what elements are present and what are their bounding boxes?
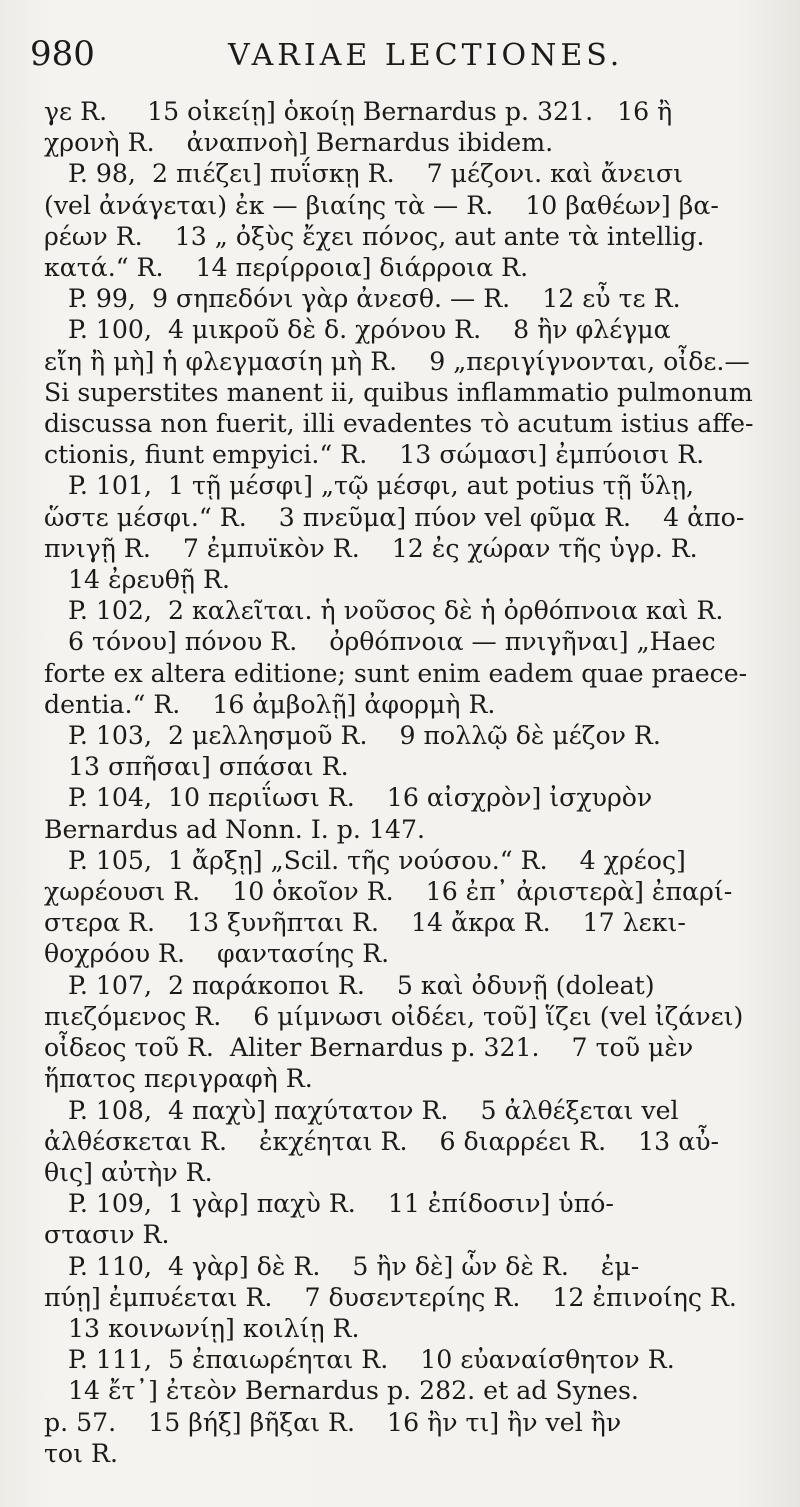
text-line: ctionis, fiunt empyici.“ R. 13 σώμασι] ἐμπύοισι R. [44, 440, 705, 470]
text-line: P. 99, 9 σηπεδόνι γὰρ ἀνεσθ. — R. 12 εὖ τε R. [44, 284, 681, 314]
text-line: χωρέουσι R. 10 ὁκοῖον R. 16 ἐπ᾽ ἀριστερὰ] ἐπαρί- [44, 877, 733, 907]
text-line: ἥπατος περιγραφὴ R. [44, 1064, 313, 1094]
text-line: ρέων R. 13 „ ὀξὺς ἔχει πόνος, aut ante τὰ intellig. [44, 221, 705, 251]
text-line: discussa non fuerit, illi evadentes τὸ acutum istius affe- [44, 409, 754, 439]
text-line: πιεζόμενος R. 6 μίμνωσι οἰδέει, τοῦ] ἵζει (vel ἰζάνει) [44, 1001, 744, 1031]
page-header [30, 34, 760, 82]
text-line: 14 ἔτ᾽] ἐτεὸν Bernardus p. 282. et ad Synes. [44, 1376, 639, 1406]
text-line: θις] αὐτὴν R. [44, 1157, 213, 1187]
text-line: χρονὴ R. ἀναπνοὴ] Bernardus ibidem. [44, 128, 554, 158]
text-line: ὥστε μέσφι.“ R. 3 πνεῦμα] πύον vel φῦμα R. 4 ἀπο- [44, 502, 745, 532]
text-line: P. 101, 1 τῇ μέσφι] „τῷ μέσφι, aut potius τῇ ὕλῃ, [44, 471, 695, 501]
text-line: στερα R. 13 ξυνῆπται R. 14 ἄκρα R. 17 λεκι- [44, 908, 686, 938]
text-line: τοι R. [44, 1438, 118, 1468]
text-line: P. 108, 4 παχὺ] παχύτατον R. 5 ἀλθέξεται vel [44, 1095, 679, 1125]
text-line: γε R. 15 οἰκείῃ] ὁκοίῃ Bernardus p. 321. 16 ἢ [44, 97, 673, 126]
text-line: 14 ἐρευθῇ R. [44, 565, 230, 595]
text-line: πνιγῇ R. 7 ἐμπυϊκὸν R. 12 ἐς χώραν τῆς ὑγρ. R. [44, 533, 698, 563]
text-line: κατά.“ R. 14 περίρροια] διάρροια R. [44, 253, 529, 283]
text-line: στασιν R. [44, 1220, 170, 1250]
text-line: οἶδεος τοῦ R. Aliter Bernardus p. 321. 7 τοῦ μὲν [44, 1033, 694, 1063]
text-line: P. 105, 1 ἄρξῃ] „Scil. τῆς νούσου.“ R. 4 χρέος] [44, 845, 686, 875]
text-line: P. 110, 4 γὰρ] δὲ R. 5 ἢν δὲ] ὧν δὲ R. ἐμ- [44, 1251, 640, 1281]
text-line: P. 102, 2 καλεῖται. ἡ νοῦσος δὲ ἡ ὀρθόπνοια καὶ R. [44, 596, 724, 626]
page-number: 980 [30, 34, 95, 74]
text-line: dentia.“ R. 16 ἀμβολῇ] ἀφορμὴ R. [44, 689, 496, 719]
running-title: VARIAE LECTIONES. [228, 38, 624, 73]
text-line: P. 103, 2 μελλησμοῦ R. 9 πολλῷ δὲ μέζον R. [44, 721, 661, 751]
text-line: P. 100, 4 μικροῦ δὲ δ. χρόνου R. 8 ἢν φλέγμα [44, 315, 671, 345]
text-line: P. 104, 10 περιΐωσι R. 16 αἰσχρὸν] ἰσχυρὸν [44, 783, 653, 813]
text-line: P. 107, 2 παράκοποι R. 5 καὶ ὀδυνῇ (doleat) [44, 970, 655, 1000]
text-line: P. 111, 5 ἐπαιωρέηται R. 10 εὐαναίσθητον R. [44, 1345, 675, 1375]
text-line: p. 57. 15 βήξ] βῆξαι R. 16 ἢν τι] ἢν vel ἢν [44, 1407, 622, 1437]
text-line: forte ex altera editione; sunt enim eadem quae praece- [44, 658, 748, 688]
text-line: P. 109, 1 γὰρ] παχὺ R. 11 ἐπίδοσιν] ὑπό- [44, 1189, 614, 1219]
text-line: θοχρόου R. φαντασίης R. [44, 939, 390, 969]
text-line: 13 σπῆσαι] σπάσαι R. [44, 752, 349, 782]
text-line: πύῃ] ἐμπυέεται R. 7 δυσεντερίης R. 12 ἐπινοίης R. [44, 1282, 737, 1312]
text-line: εἴη ἢ μὴ] ἡ φλεγμασίη μὴ R. 9 „περιγίγνονται, οἶδε.— [44, 346, 750, 376]
text-line: (vel ἀνάγεται) ἐκ — βιαίης τὰ — R. 10 βαθέων] βα- [44, 190, 719, 220]
variant-readings-text [44, 96, 772, 1469]
text-line: Bernardus ad Nonn. I. p. 147. [44, 814, 425, 844]
text-line: P. 98, 2 πιέζει] πυΐσκῃ R. 7 μέζονι. καὶ ἄνεισι [44, 159, 684, 189]
text-line: 6 τόνου] πόνου R. ὀρθόπνοια — πνιγῆναι] „Haec [44, 627, 716, 657]
text-line: 13 κοινωνίῃ] κοιλίῃ R. [44, 1313, 360, 1343]
text-line: ἀλθέσκεται R. ἐκχέηται R. 6 διαρρέει R. 13 αὖ- [44, 1126, 720, 1156]
text-line: Si superstites manent ii, quibus inflammatio pulmonum [44, 377, 753, 407]
